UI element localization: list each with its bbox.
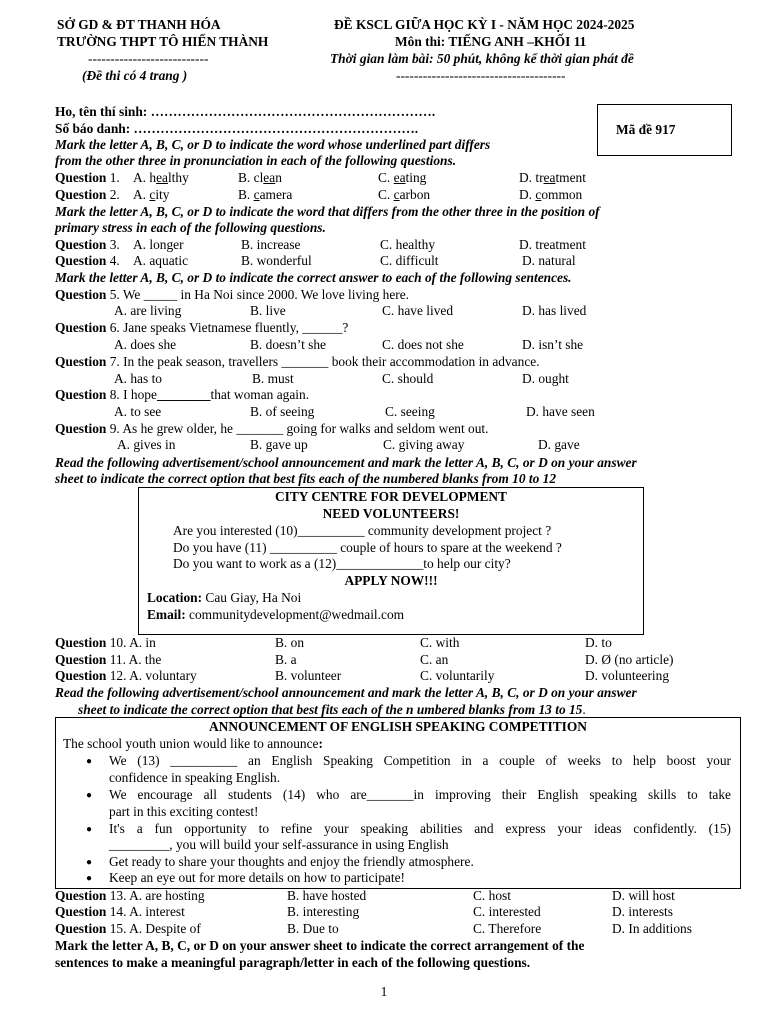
volunteer-advertisement: [138, 487, 644, 635]
question-5: Question 5. We _____ in Ha Noi since 2000. We love living here.: [55, 287, 410, 302]
q8-option-b: B. of seeing: [250, 404, 315, 419]
exam-title: ĐỀ KSCL GIỮA HỌC KỲ I - NĂM HỌC 2024-2025: [334, 17, 635, 32]
ad1-line-11: Do you have (11) __________ couple of hours to spare at the weekend ?: [173, 540, 562, 555]
question-12: Question 12. A. voluntary: [55, 668, 197, 683]
q9-option-b: B. gave up: [250, 437, 308, 452]
question-6: Question 6. Jane speaks Vietnamese fluently, ______?: [55, 320, 349, 335]
candidate-id-line: Số báo danh: ……………………………………………………….: [55, 121, 419, 136]
q15-option-c: C. Therefore: [473, 921, 542, 936]
q7-option-a: A. has to: [114, 371, 162, 386]
ad1-line-10: Are you interested (10)__________ community development project ?: [173, 523, 552, 538]
q3-option-d: D. treatment: [519, 237, 586, 252]
instruction-reading-1: Read the following advertisement/school announcement and mark the letter A, B, C, or D on your answer: [55, 455, 637, 470]
ad2-title: ANNOUNCEMENT OF ENGLISH SPEAKING COMPETITION: [209, 719, 587, 734]
question-1: Question 1.: [55, 170, 120, 185]
q4-option-d: D. natural: [522, 253, 576, 268]
q11-option-d: D. Ø (no article): [585, 652, 674, 667]
exam-code-box: [597, 104, 732, 156]
ad1-line-12: Do you want to work as a (12)_____________to help our city?: [173, 556, 511, 571]
q4-option-c: C. difficult: [380, 253, 439, 268]
header-divider-left: ---------------------------: [88, 51, 209, 66]
q12-option-c: C. voluntarily: [420, 668, 495, 683]
ad2-bullet-3: It's a fun opportunity to refine your speaking abilities and express your ideas confidently. (15): [109, 821, 731, 836]
q10-option-d: D. to: [585, 635, 612, 650]
q13-option-d: D. will host: [612, 888, 675, 903]
q8-option-c: C. seeing: [385, 404, 435, 419]
instruction-arrangement: Mark the letter A, B, C, or D on your answer sheet to indicate the correct arrangement of the: [55, 938, 585, 953]
q12-option-d: D. volunteering: [585, 668, 670, 683]
q6-option-c: C. does not she: [382, 337, 464, 352]
instruction-pronunciation: Mark the letter A, B, C, or D to indicate the word whose underlined part differs: [55, 137, 491, 152]
question-8: Question 8. I hope________that woman again.: [55, 387, 310, 402]
subject-line: Môn thi: TIẾNG ANH –KHỐI 11: [395, 34, 587, 49]
q2-option-a: A. city: [133, 187, 170, 202]
instruction-correct-answer: Mark the letter A, B, C, or D to indicate the correct answer to each of the following sentences.: [55, 270, 572, 285]
question-13: Question 13. A. are hosting: [55, 888, 205, 903]
q9-option-d: D. gave: [538, 437, 580, 452]
candidate-name-line: Ho, tên thí sinh: ……………………………………………………….: [55, 104, 436, 119]
ad1-title: CITY CENTRE FOR DEVELOPMENT: [274, 489, 507, 504]
q2-option-b: B. camera: [238, 187, 293, 202]
q1-option-b: B. clean: [238, 170, 282, 185]
competition-announcement: [55, 717, 741, 889]
q1-option-a: A. healthy: [133, 170, 189, 185]
exam-code: Mã đề 917: [616, 122, 676, 137]
page-count-note: (Đề thi có 4 trang ): [82, 68, 188, 83]
q10-option-b: B. on: [275, 635, 305, 650]
ad2-bullet-1: We (13) __________ an English Speaking Competition in a couple of weeks to help boost your: [109, 753, 731, 768]
instruction-stress-cont: primary stress in each of the following questions.: [55, 220, 326, 235]
q1-option-d: D. treatment: [519, 170, 586, 185]
school-name: TRƯỜNG THPT TÔ HIẾN THÀNH: [57, 34, 269, 49]
q8-option-d: D. have seen: [526, 404, 595, 419]
question-3: Question 3.: [55, 237, 120, 252]
q3-option-c: C. healthy: [380, 237, 436, 252]
q11-option-c: C. an: [420, 652, 449, 667]
q9-option-a: A. gives in: [117, 437, 176, 452]
q7-option-b: B. must: [252, 371, 294, 386]
q4-option-a: A. aquatic: [133, 253, 189, 268]
question-4: Question 4.: [55, 253, 120, 268]
q14-option-d: D. interests: [612, 904, 673, 919]
q10-option-c: C. with: [420, 635, 460, 650]
question-9: Question 9. As he grew older, he _______ going for walks and seldom went out.: [55, 421, 489, 436]
q14-option-b: B. interesting: [287, 904, 360, 919]
ad2-bullet-2: We encourage all students (14) who are_______in improving their English speaking skills to take: [109, 787, 731, 802]
page-number: 1: [380, 984, 388, 999]
school-dept: SỞ GD & ĐT THANH HÓA: [57, 17, 221, 32]
bullet-icon: ●: [86, 824, 93, 835]
ad2-bullet-4: Get ready to share your thoughts and enjoy the friendly atmosphere.: [109, 854, 474, 869]
ad1-email: Email: communitydevelopment@wedmail.com: [147, 607, 405, 622]
q2-option-d: D. common: [519, 187, 583, 202]
q15-option-d: D. In additions: [612, 921, 692, 936]
q15-option-b: B. Due to: [287, 921, 339, 936]
time-allowed: Thời gian làm bài: 50 phút, không kể thời gian phát đề: [330, 51, 634, 66]
q8-option-a: A. to see: [114, 404, 162, 419]
question-7: Question 7. In the peak season, travellers _______ book their accommodation in advance.: [55, 354, 540, 369]
q3-option-a: A. longer: [133, 237, 184, 252]
instruction-reading-1-cont: sheet to indicate the correct option that best fits each of the numbered blanks from 10 to 12: [55, 471, 557, 486]
ad2-bullet-2-cont: part in this exciting contest!: [109, 804, 259, 819]
q7-option-c: C. should: [382, 371, 434, 386]
q9-option-c: C. giving away: [383, 437, 465, 452]
q6-option-d: D. isn’t she: [522, 337, 584, 352]
question-2: Question 2.: [55, 187, 120, 202]
q5-option-a: A. are living: [114, 303, 182, 318]
q6-option-a: A. does she: [114, 337, 177, 352]
q7-option-d: D. ought: [522, 371, 569, 386]
q6-option-b: B. doesn’t she: [250, 337, 327, 352]
ad1-location: Location: Cau Giay, Ha Noi: [147, 590, 302, 605]
ad1-apply: APPLY NOW!!!: [344, 573, 438, 588]
q5-option-d: D. has lived: [522, 303, 587, 318]
bullet-icon: ●: [86, 756, 93, 767]
instruction-arrangement-cont: sentences to make a meaningful paragraph/letter in each of the following questions.: [55, 955, 531, 970]
q12-option-b: B. volunteer: [275, 668, 342, 683]
ad2-bullet-3-cont: _________, you will build your self-assurance in using English: [109, 837, 449, 852]
q1-option-c: C. eating: [378, 170, 427, 185]
q3-option-b: B. increase: [241, 237, 301, 252]
q5-option-c: C. have lived: [382, 303, 454, 318]
instruction-pronunciation-cont: from the other three in pronunciation in each of the following questions.: [55, 153, 457, 168]
instruction-reading-2-cont: sheet to indicate the correct option that best fits each of the n umbered blanks from 13 to 15.: [78, 702, 586, 717]
ad1-subtitle: NEED VOLUNTEERS!: [322, 506, 460, 521]
q11-option-b: B. a: [275, 652, 297, 667]
question-10: Question 10. A. in: [55, 635, 156, 650]
header-divider-right: --------------------------------------: [396, 68, 566, 83]
question-15: Question 15. A. Despite of: [55, 921, 201, 936]
question-11: Question 11. A. the: [55, 652, 162, 667]
question-14: Question 14. A. interest: [55, 904, 185, 919]
q13-option-b: B. have hosted: [287, 888, 367, 903]
bullet-icon: ●: [86, 873, 93, 884]
q4-option-b: B. wonderful: [241, 253, 312, 268]
instruction-stress: Mark the letter A, B, C, or D to indicate the word that differs from the other three in the position of: [55, 204, 600, 219]
ad2-bullet-1-cont: confidence in speaking English.: [109, 770, 281, 785]
q2-option-c: C. carbon: [378, 187, 431, 202]
bullet-icon: ●: [86, 790, 93, 801]
instruction-reading-2: Read the following advertisement/school announcement and mark the letter A, B, C, or D on your answer: [55, 685, 637, 700]
q13-option-c: C. host: [473, 888, 511, 903]
q14-option-c: C. interested: [473, 904, 541, 919]
ad2-bullet-5: Keep an eye out for more details on how to participate!: [109, 870, 405, 885]
q5-option-b: B. live: [250, 303, 286, 318]
ad2-intro: The school youth union would like to announce:: [63, 736, 323, 751]
bullet-icon: ●: [86, 857, 93, 868]
